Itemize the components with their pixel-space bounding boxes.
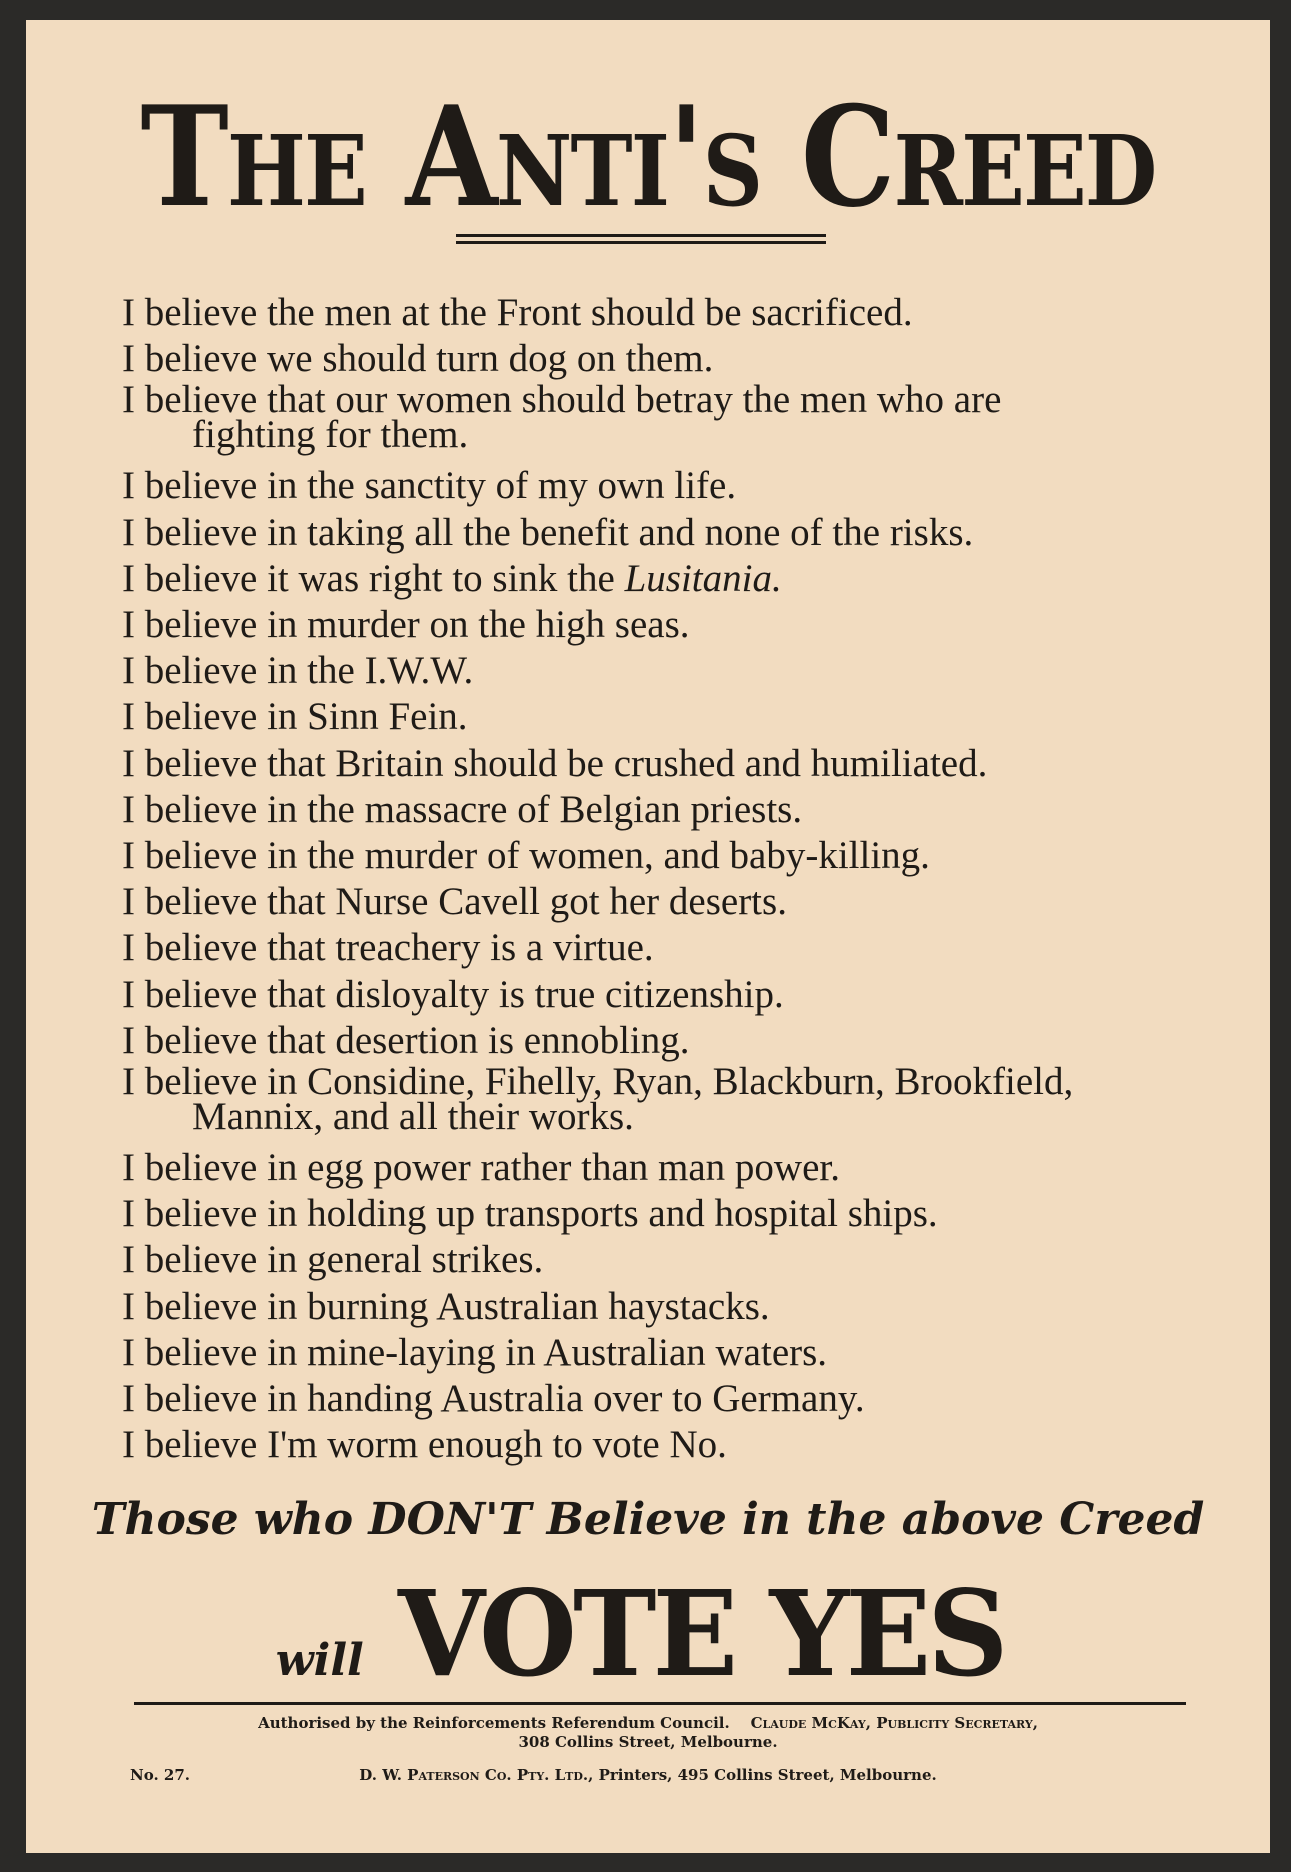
poster-number: No. 27. [130,1766,190,1784]
creed-item [122,1422,1202,1468]
creed-item [122,925,1202,971]
creed-item-text: I believe in the murder of women, and baby-killing. [122,834,930,878]
printer-address: Printers, 495 Collins Street, Melbourne. [593,1766,937,1784]
creed-item-text: I believe in the I.W.W. [122,649,474,693]
creed-item [122,1018,1202,1064]
creed-item-text: I believe in egg power rather than man power. [122,1146,840,1190]
creed-item [122,787,1202,833]
creed-item-text: I believe in taking all the benefit and none of the risks. [122,510,974,554]
creed-item [122,1191,1202,1237]
creed-item-continuation: fighting for them. [192,413,469,457]
creed-item-continuation: Mannix, and all their works. [192,1095,634,1139]
creed-item [122,648,1202,694]
creed-item-text: I believe it was right to sink the [122,556,625,600]
publicity-secretary: Claude McKay, Publicity Secretary, [750,1714,1038,1732]
creed-item [122,879,1202,925]
creed-item [122,1060,1216,1145]
vote-main: VOTE YES [397,1564,1005,1703]
creed-item [122,741,1202,787]
poster-title: The Anti's Creed [140,75,1156,238]
creed-item-text: I believe that Nurse Cavell got her deserts. [122,880,787,924]
creed-item [122,463,1202,509]
creed-item-text: I believe that desertion is ennobling. [122,1018,690,1062]
title-double-rule [456,234,826,244]
creed-item-text: I believe I'm worm enough to vote No. [122,1423,727,1467]
creed-item-italic: Lusitania. [624,556,782,600]
creed-list [122,290,1202,1468]
creed-item-text: I believe that Britain should be crushed and humiliated. [122,741,988,785]
printer-line [26,1766,1270,1784]
creed-item [122,556,1202,602]
creed-item-text: I believe in the sanctity of my own life. [122,464,737,508]
creed-item [122,1284,1202,1330]
creed-item [122,972,1202,1018]
creed-item [122,1376,1202,1422]
vote-yes-slogan [26,1564,1270,1703]
footer-rule [134,1702,1186,1705]
creed-item-text: I believe in holding up transports and hospital ships. [122,1192,938,1236]
imprint [26,1714,1270,1752]
poster [26,20,1270,1853]
creed-item-text: I believe in the massacre of Belgian priests. [122,787,803,831]
authorised-by: Authorised by the Reinforcements Referendum Council. [258,1714,730,1732]
creed-item [122,290,1202,336]
tagline: Those who DON'T Believe in the above Creed [91,1494,1205,1545]
creed-item-text: I believe in Sinn Fein. [122,695,468,739]
creed-item-text: I believe in burning Australian haystacks. [122,1284,770,1328]
creed-item-text: I believe in murder on the high seas. [122,603,690,647]
creed-item [122,1145,1202,1191]
creed-item-text: I believe that our women should betray the men who are [122,378,1002,422]
imprint-line-1 [26,1714,1270,1733]
creed-item-text: I believe in mine-laying in Australian waters. [122,1330,828,1374]
creed-item [122,1237,1202,1283]
creed-item [122,1330,1202,1376]
printer-name: D. W. Paterson Co. Pty. Ltd., [359,1766,594,1784]
creed-item-text: I believe that treachery is a virtue. [122,926,654,970]
creed-item [122,336,1202,382]
creed-item-text: I believe that disloyalty is true citizenship. [122,972,784,1016]
vote-will: will [275,1635,364,1686]
creed-item-text: I believe we should turn dog on them. [122,337,714,381]
creed-item-text: I believe the men at the Front should be sacrificed. [122,291,913,334]
creed-item [122,510,1202,556]
creed-item-text: I believe in handing Australia over to Germany. [122,1377,865,1421]
creed-item-text: I believe in Considine, Fihelly, Ryan, Blackburn, Brookfield, [122,1060,1074,1104]
creed-item-text: I believe in general strikes. [122,1238,544,1282]
creed-item [122,833,1202,879]
creed-item [122,694,1202,740]
creed-item [122,602,1202,648]
imprint-address: 308 Collins Street, Melbourne. [518,1733,778,1751]
creed-item [122,378,1216,463]
